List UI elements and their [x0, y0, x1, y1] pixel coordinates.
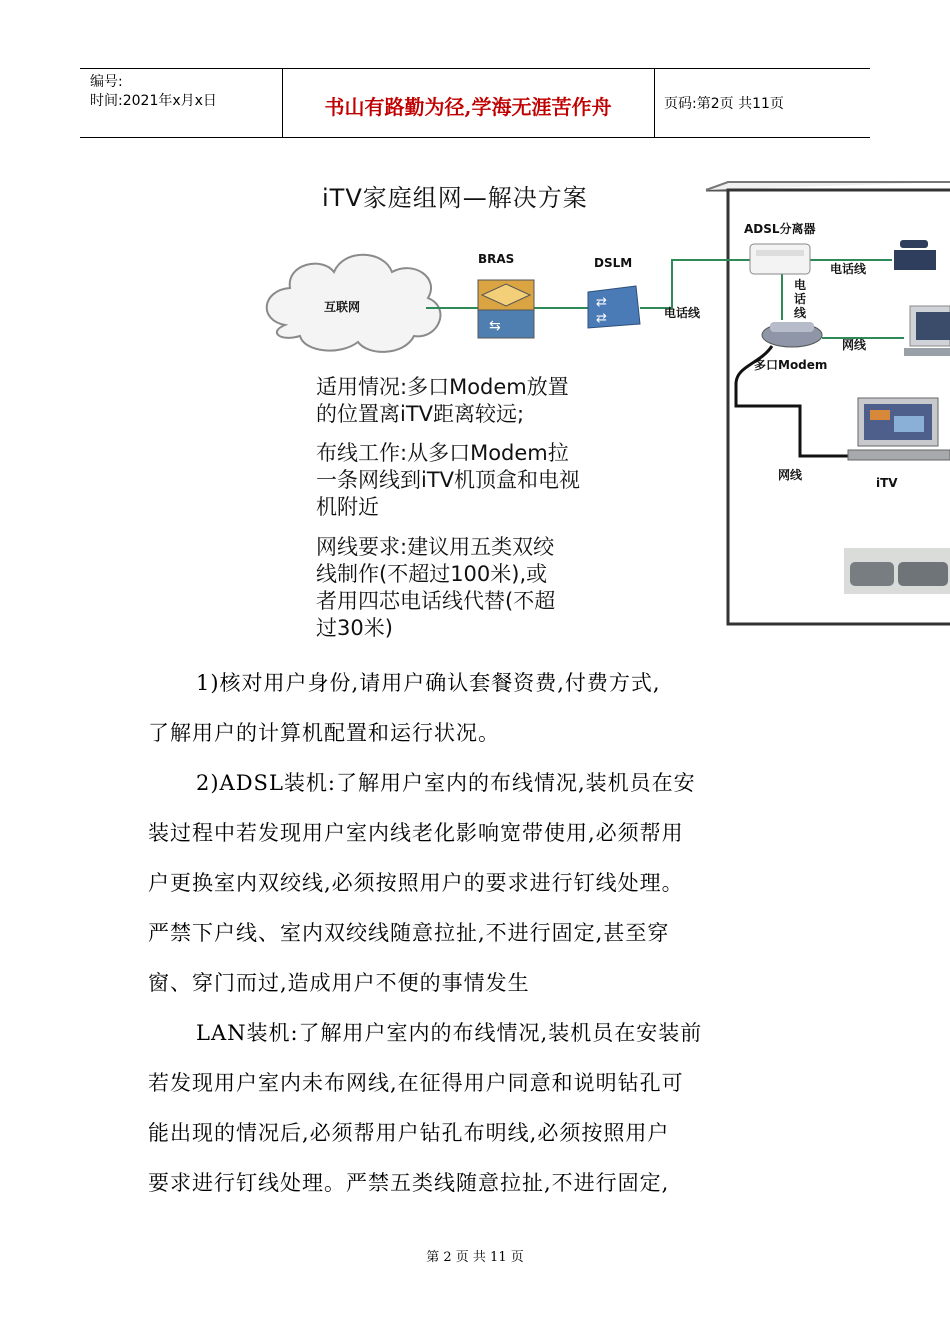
paragraph-line: 户更换室内双绞线,必须按照用户的要求进行钉线处理。: [148, 871, 684, 895]
adsl-splitter-icon: [750, 244, 810, 274]
modem-icon: [762, 322, 822, 347]
sofa-icon: [844, 548, 950, 594]
modem-label: 多口Modem: [754, 358, 828, 372]
dslm-label: DSLM: [594, 256, 633, 270]
phone-line-label-2: 电话线: [830, 262, 867, 276]
paragraph-line: 严禁下户线、室内双绞线随意拉扯,不进行固定,甚至穿: [148, 921, 670, 945]
svg-text:⇄: ⇄: [596, 311, 607, 326]
bras-label: BRAS: [478, 252, 515, 266]
network-line-label: 网线: [842, 338, 867, 352]
paragraph-line: 窗、穿门而过,造成用户不便的事情发生: [148, 971, 530, 995]
itv-label: iTV: [876, 476, 898, 490]
paragraph-line: 2)ADSL装机:了解用户室内的布线情况,装机员在安: [196, 771, 696, 795]
diagram-note-cable: 网线要求:建议用五类双绞 线制作(不超过100米),或 者用四芯电话线代替(不超 过30米): [316, 535, 556, 640]
telephone-icon: [894, 240, 936, 270]
page-header: [80, 68, 870, 138]
diagram-note-wiring: 布线工作:从多口Modem拉 一条网线到iTV机顶盒和电视 机附近: [316, 441, 581, 519]
computer-icon: [904, 306, 950, 356]
svg-text:⇄: ⇄: [596, 295, 607, 310]
paragraph-line: 了解用户的计算机配置和运行状况。: [148, 721, 500, 745]
header-number: 编号:: [90, 74, 123, 90]
svg-text:⇆: ⇆: [489, 318, 501, 334]
paragraph-line: 能出现的情况后,必须帮用户钻孔布明线,必须按照用户: [148, 1121, 670, 1145]
diagram-title: iTV家庭组网—解决方案: [322, 184, 588, 212]
paragraph-line: 1)核对用户身份,请用户确认套餐资费,付费方式,: [196, 671, 661, 695]
cloud-label: 互联网: [324, 300, 361, 314]
bras-icon: [478, 280, 534, 338]
header-meta: [90, 73, 217, 111]
tv-icon: [848, 398, 950, 460]
phone-line-label: 电话线: [664, 306, 701, 320]
network-line-label-2: 网线: [778, 468, 803, 482]
header-time: 时间:2021年x月x日: [90, 93, 217, 109]
page-footer: 第 2 页 共 11 页: [426, 1250, 524, 1265]
header-page-info: 页码:第2页 共11页: [664, 96, 784, 112]
header-motto: 书山有路勤为径,学海无涯苦作舟: [324, 95, 612, 119]
paragraph-line: 若发现用户室内未布网线,在征得用户同意和说明钻孔可: [148, 1071, 684, 1095]
body-text: [148, 658, 808, 1208]
header-divider: [654, 69, 655, 137]
splitter-label: ADSL分离器: [744, 222, 816, 236]
diagram-note-usage: 适用情况:多口Modem放置 的位置离iTV距离较远;: [316, 375, 569, 426]
paragraph-line: 装过程中若发现用户室内线老化影响宽带使用,必须帮用: [148, 821, 684, 845]
paragraph-line: LAN装机:了解用户室内的布线情况,装机员在安装前: [196, 1021, 703, 1045]
itv-diagram: [0, 160, 950, 650]
paragraph-line: 要求进行钉线处理。严禁五类线随意拉扯,不进行固定,: [148, 1171, 670, 1195]
dslm-icon: [588, 286, 640, 328]
phone-line-vertical-label: 电话线: [794, 278, 807, 320]
